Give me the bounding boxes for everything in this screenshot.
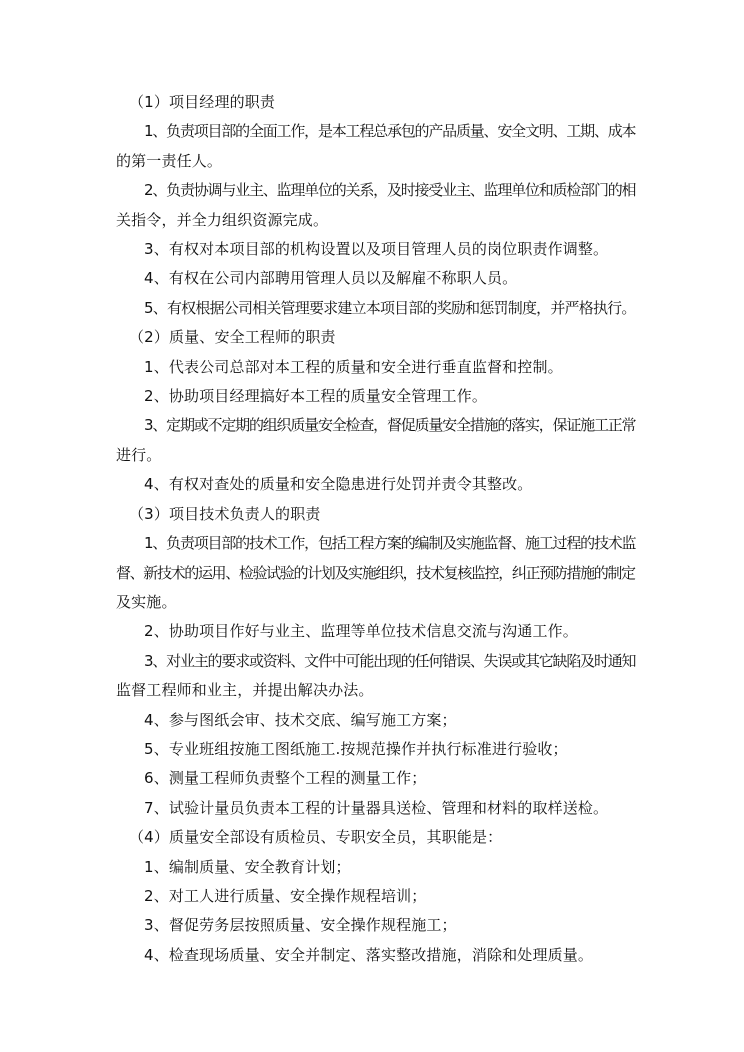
section-heading: （4）质量安全部设有质检员、专职安全员，其职能是： (129, 828, 503, 847)
list-item: 2、协助项目经理搞好本工程的质量安全管理工作。 (144, 387, 487, 406)
list-item: 1、负责项目部的技术工作，包括工程方案的编制及实施监督、施工过程的技术监 (144, 534, 636, 553)
list-item: 3、对业主的要求或资料、文件中可能出现的任何错误、失误或其它缺陷及时通知 (144, 651, 636, 670)
section-heading: （1）项目经理的职责 (129, 93, 276, 111)
list-item: 5、专业班组按施工图纸施工.按规范操作并执行标准进行验收； (144, 739, 568, 758)
list-item: 2、负责协调与业主、监理单位的关系，及时接受业主、监理单位和质检部门的相 (144, 181, 636, 200)
list-item: 2、对工人进行质量、安全操作规程培训； (144, 886, 427, 905)
section-heading: （2）质量、安全工程师的职责 (129, 328, 336, 347)
list-item: 2、协助项目作好与业主、监理等单位技术信息交流与沟通工作。 (144, 622, 578, 641)
list-item: 4、检查现场质量、安全并制定、落实整改措施，消除和处理质量。 (144, 945, 594, 964)
list-item: 1、负责项目部的全面工作，是本工程总承包的产品质量、安全文明、工期、成本 (144, 122, 636, 141)
list-item: 5、有权根据公司相关管理要求建立本项目部的奖励和惩罚制度，并严格执行。 (144, 298, 636, 317)
list-item-continuation: 督、新技术的运用、检验试验的计划及实施组织，技术复核监控，纠正预防措施的制定 (116, 563, 635, 582)
document-body (116, 88, 636, 970)
list-item-continuation: 关指令，并全力组织资源完成。 (116, 210, 329, 229)
list-item: 3、定期或不定期的组织质量安全检查，督促质量安全措施的落实，保证施工正常 (144, 416, 636, 435)
list-item-continuation: 监督工程师和业主，并提出解决办法。 (116, 681, 374, 700)
list-item: 7、试验计量员负责本工程的计量器具送检、管理和材料的取样送检。 (144, 798, 609, 817)
list-item: 4、有权对查处的质量和安全隐患进行处罚并责令其整改。 (144, 475, 533, 494)
list-item: 1、代表公司总部对本工程的质量和安全进行垂直监督和控制。 (144, 357, 563, 376)
list-item-continuation: 的第一责任人。 (116, 151, 223, 170)
list-item: 6、测量工程师负责整个工程的测量工作； (144, 769, 427, 788)
section-heading: （3）项目技术负责人的职责 (129, 504, 321, 523)
list-item-continuation: 进行。 (116, 445, 162, 464)
list-item-continuation: 及实施。 (116, 592, 177, 611)
list-item: 3、有权对本项目部的机构设置以及项目管理人员的岗位职责作调整。 (144, 240, 609, 259)
list-item: 4、有权在公司内部聘用管理人员以及解雇不称职人员。 (144, 269, 518, 288)
list-item: 3、督促劳务层按照质量、安全操作规程施工； (144, 916, 457, 935)
list-item: 4、参与图纸会审、技术交底、编写施工方案； (144, 710, 457, 729)
list-item: 1、编制质量、安全教育计划； (144, 857, 351, 876)
